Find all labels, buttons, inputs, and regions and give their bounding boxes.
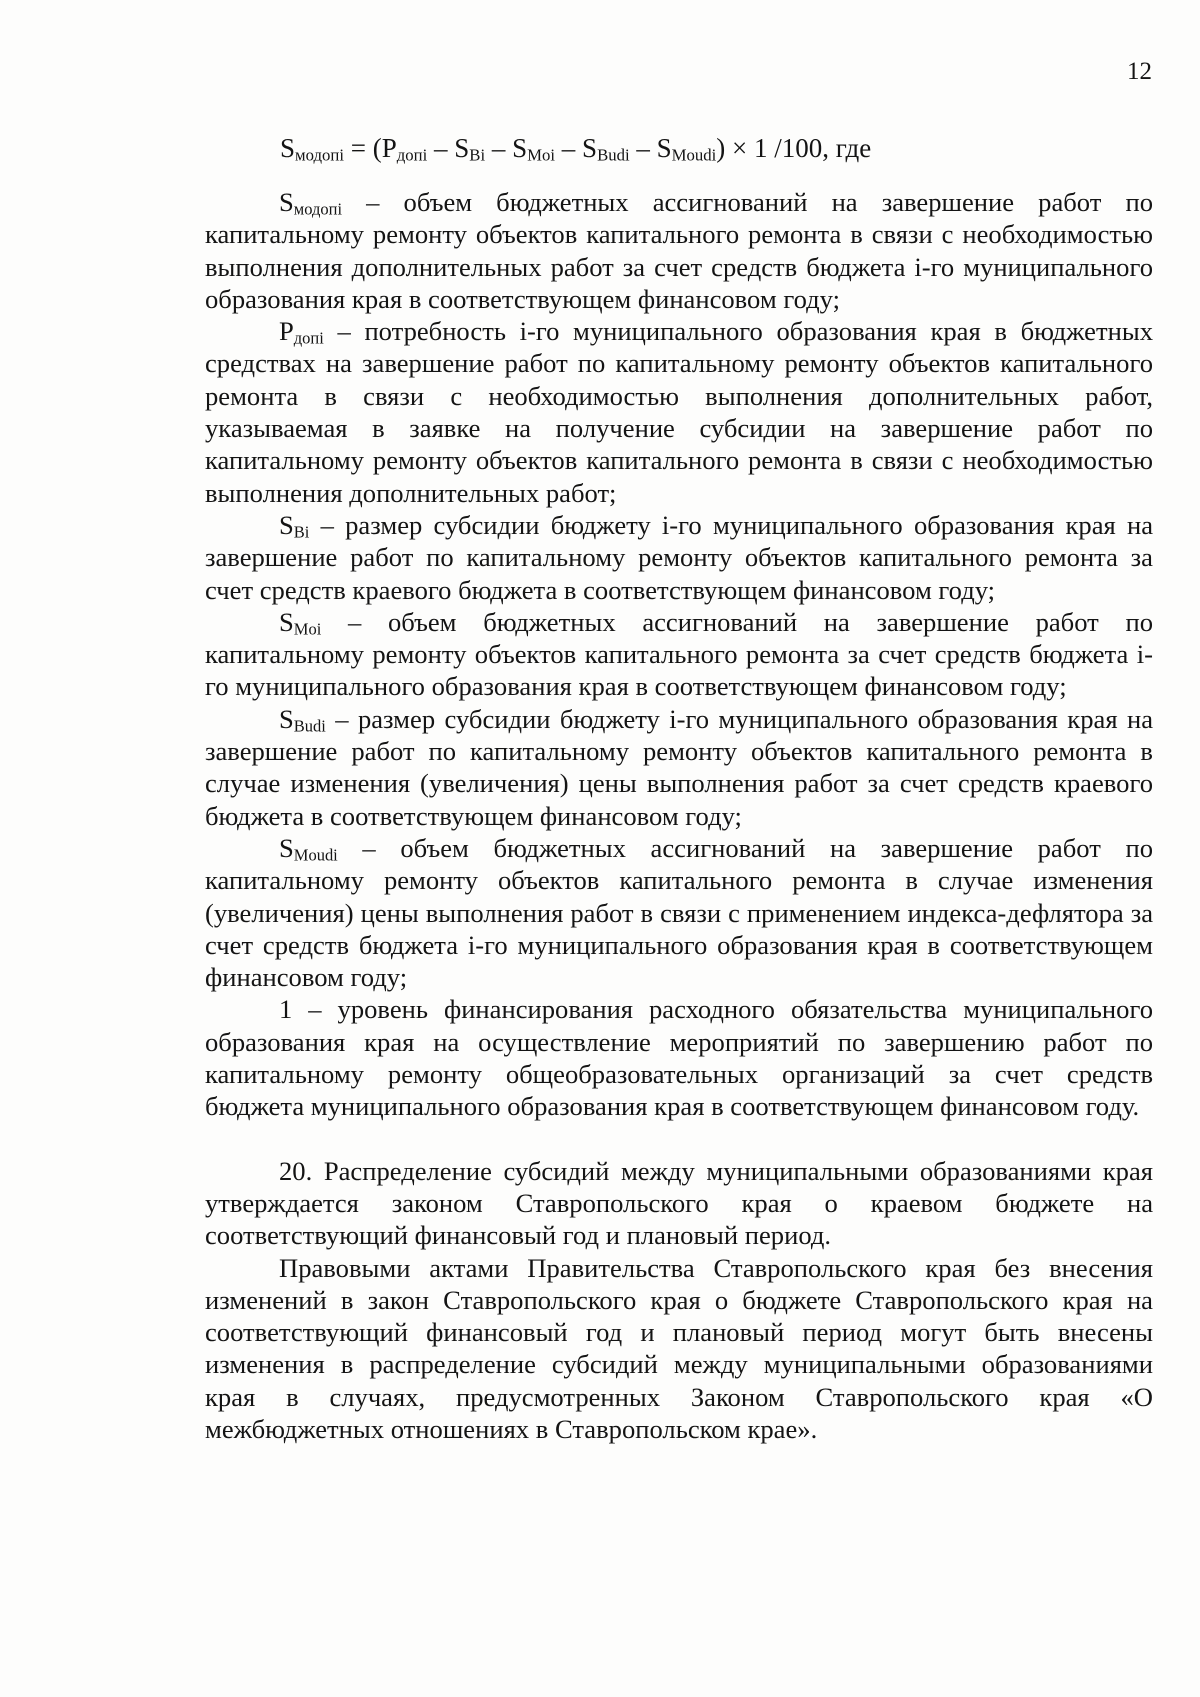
definition-text: – размер субсидии бюджету i-го муниципального образования края на завершение работ по капитальному ремонту объектов капитального ремонта за счет средств краевого бюджета в соответствующем финансовом году; <box>205 509 1153 605</box>
body-text <box>205 186 1153 1445</box>
formula-term-pdop: $P_{допi}$ <box>381 133 428 165</box>
definition-s-modop <box>205 186 1153 315</box>
definition-p-dop <box>205 315 1153 509</box>
definition-text: – размер субсидии бюджету i-го муниципального образования края на завершение работ по капитальному ремонту объектов капитального ремонта в случае изменения (увеличения) цены выполнения работ за счет средств краевого бюджета в соответствующем финансовом году; <box>205 703 1153 831</box>
definition-term: $S_{Moi}$ <box>279 606 322 639</box>
formula-term-sb: $S_{Bi}$ <box>454 133 486 165</box>
formula: $S_{модопi} = (P_{допi} - S_{Bi} - S_{Moi} - S_{Budi} - S_{Moudi}) \times 1$ /100, где <box>280 133 872 165</box>
formula-term-sbud: $S_{Budi}$ <box>582 133 630 165</box>
definition-term: $S_{Moudi}$ <box>279 832 338 865</box>
definition-term: 1 <box>279 994 293 1025</box>
paragraph-legal-acts: Правовыми актами Правительства Ставропольского края без внесения изменений в закон Ставропольского края о бюджете Ставропольского края на соответствующий финансовый год и плановый период могут быть внесены изменения в распределение субсидий между муниципальными образованиями края в случаях, предусмотренных Законом Ставропольского края «О межбюджетных отношениях в Ставропольском крае». <box>205 1252 1153 1444</box>
definition-s-bud <box>205 703 1153 832</box>
definition-term: $S_{модопi}$ <box>279 187 343 219</box>
page-number: 12 <box>1127 58 1152 85</box>
definition-term: $P_{допi}$ <box>279 316 324 348</box>
paragraph-20: 20. Распределение субсидий между муниципальными образованиями края утверждается законом Ставропольского края о краевом бюджете на соответствующий финансовый год и плановый период. <box>205 1155 1153 1251</box>
formula-term-smo: $S_{Moi}$ <box>512 133 556 165</box>
definition-text: – уровень финансирования расходного обязательства муниципального образования края на осуществление мероприятий по завершению работ по капитальному ремонту общеобразовательных организаций за счет средств бюджета муниципального образования края в соответствующем финансовом году. <box>205 994 1153 1122</box>
definition-term: $S_{Budi}$ <box>279 703 326 736</box>
formula-term-smoud: $S_{Moudi}$ <box>656 133 717 165</box>
definition-text: – объем бюджетных ассигнований на завершение работ по капитальному ремонту объектов капитального ремонта за счет средств бюджета i-го муниципального образования края в соответствующем финансовом году; <box>205 606 1153 702</box>
definition-s-moud <box>205 832 1153 993</box>
formula-lhs: $S_{модопi}$ <box>280 133 344 165</box>
definition-text: – объем бюджетных ассигнований на завершение работ по капитальному ремонту объектов капитального ремонта в связи с необходимостью выполнения дополнительных работ за счет средств бюджета i-го муниципального образования края в соответствующем финансовом году; <box>205 187 1153 314</box>
definition-text: – объем бюджетных ассигнований на завершение работ по капитальному ремонту объектов капитального ремонта в случае изменения (увеличения) цены выполнения работ в связи с применением индекса-дефлятора за счет средств бюджета i-го муниципального образования края в соответствующем финансовом году; <box>205 832 1153 993</box>
definition-text: – потребность i-го муниципального образования края в бюджетных средствах на завершение работ по капитальному ремонту объектов капитального ремонта в связи с необходимостью выполнения дополнительных работ, указываемая в заявке на получение субсидии на завершение работ по капитальному ремонту объектов капитального ремонта в связи с необходимостью выполнения дополнительных работ; <box>205 316 1153 508</box>
definition-s-b <box>205 509 1153 606</box>
definition-funding-level <box>205 993 1153 1122</box>
definition-term: $S_{Bi}$ <box>279 509 310 542</box>
definition-s-mo <box>205 606 1153 703</box>
